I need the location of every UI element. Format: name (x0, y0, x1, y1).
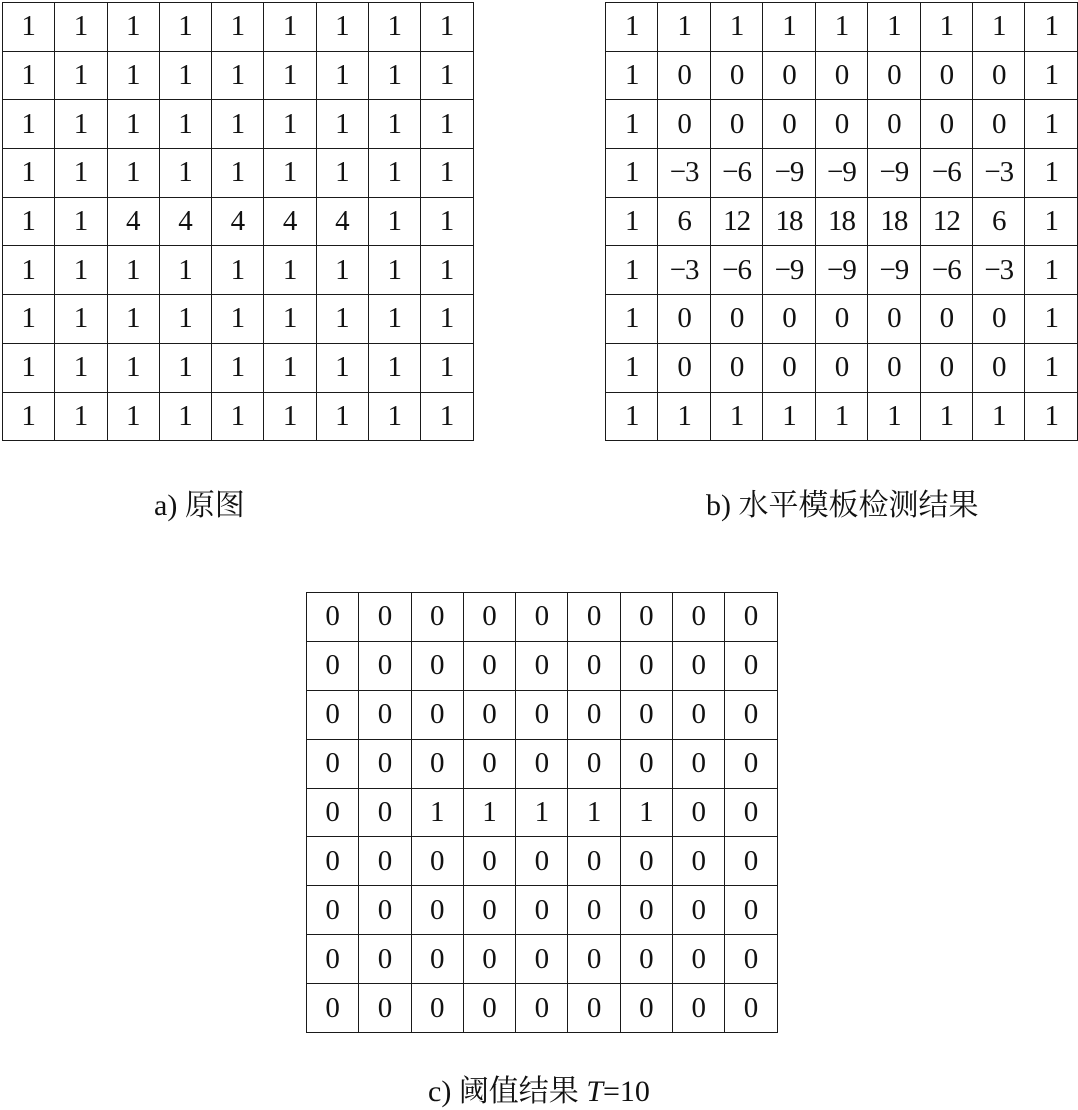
matrix-cell: 1 (212, 149, 264, 198)
matrix-cell: 1 (212, 295, 264, 344)
matrix-cell: 0 (658, 295, 710, 344)
matrix-row (606, 51, 1078, 100)
matrix-row (3, 343, 474, 392)
matrix-cell: 1 (1025, 149, 1078, 198)
matrix-cell: 1 (620, 788, 672, 837)
matrix-cell: 0 (359, 886, 411, 935)
matrix-cell: 0 (568, 641, 620, 690)
matrix-cell: 1 (369, 246, 421, 295)
matrix-row (307, 984, 778, 1033)
caption-equals-value: =10 (603, 1075, 650, 1108)
matrix-cell: 1 (316, 149, 368, 198)
matrix-cell: 1 (606, 149, 658, 198)
caption-prefix: c) (428, 1075, 452, 1108)
matrix-cell: 0 (516, 593, 568, 642)
matrix-cell: 0 (568, 593, 620, 642)
matrix-cell: 0 (620, 641, 672, 690)
matrix-cell: 1 (606, 343, 658, 392)
matrix-cell: 1 (264, 100, 316, 149)
matrix-cell: 0 (307, 886, 359, 935)
matrix-cell: 0 (868, 343, 920, 392)
matrix-cell: 0 (725, 739, 777, 788)
matrix-cell: 0 (411, 593, 463, 642)
matrix-cell: 12 (710, 197, 762, 246)
caption-variable: T (586, 1075, 603, 1108)
matrix-cell: 1 (568, 788, 620, 837)
matrix-cell: 1 (815, 3, 867, 52)
matrix-cell: 0 (815, 295, 867, 344)
matrix-cell: 1 (421, 246, 473, 295)
matrix-cell: 1 (212, 343, 264, 392)
matrix-grid (605, 2, 1078, 441)
matrix-cell: 0 (359, 593, 411, 642)
matrix-cell: 1 (658, 3, 710, 52)
matrix-row (606, 295, 1078, 344)
caption-a (154, 480, 245, 524)
matrix-cell: 0 (307, 935, 359, 984)
matrix-cell: 0 (725, 935, 777, 984)
matrix-cell: 1 (868, 3, 920, 52)
matrix-cell: 1 (606, 3, 658, 52)
matrix-cell: 0 (359, 935, 411, 984)
matrix-cell: 1 (1025, 392, 1078, 441)
matrix-cell: 0 (920, 295, 972, 344)
matrix-cell: 1 (710, 392, 762, 441)
matrix-cell: 0 (763, 100, 815, 149)
matrix-cell: −3 (973, 149, 1025, 198)
matrix-cell: 1 (107, 392, 159, 441)
matrix-cell: 1 (107, 51, 159, 100)
matrix-cell: 0 (710, 295, 762, 344)
matrix-cell: 0 (620, 739, 672, 788)
matrix-cell: 0 (463, 593, 515, 642)
matrix-cell: 0 (620, 690, 672, 739)
matrix-cell: 1 (264, 3, 316, 52)
matrix-cell: 1 (107, 246, 159, 295)
matrix-row (606, 3, 1078, 52)
matrix-cell: 0 (620, 886, 672, 935)
matrix-cell: 1 (606, 51, 658, 100)
matrix-grid (306, 592, 778, 1033)
matrix-row (307, 593, 778, 642)
matrix-row (606, 149, 1078, 198)
matrix-cell: 1 (159, 246, 211, 295)
matrix-cell: −6 (920, 246, 972, 295)
matrix-cell: 1 (421, 3, 473, 52)
matrix-cell: 1 (264, 51, 316, 100)
matrix-cell: −9 (763, 149, 815, 198)
matrix-cell: 0 (725, 837, 777, 886)
matrix-cell: 1 (159, 149, 211, 198)
caption-c (428, 1066, 650, 1110)
matrix-cell: 0 (463, 641, 515, 690)
matrix-cell: 0 (973, 51, 1025, 100)
matrix-cell: 1 (606, 100, 658, 149)
matrix-cell: 0 (673, 837, 725, 886)
matrix-cell: 0 (516, 886, 568, 935)
matrix-cell: 4 (212, 197, 264, 246)
matrix-cell: 0 (725, 788, 777, 837)
matrix-cell: 0 (411, 641, 463, 690)
matrix-cell: 1 (421, 392, 473, 441)
matrix-cell: 0 (673, 935, 725, 984)
matrix-cell: 1 (973, 392, 1025, 441)
matrix-cell: −9 (868, 246, 920, 295)
matrix-cell: 1 (421, 149, 473, 198)
matrix-row (3, 51, 474, 100)
matrix-cell: 1 (1025, 246, 1078, 295)
matrix-cell: 0 (307, 739, 359, 788)
matrix-cell: 1 (369, 392, 421, 441)
matrix-cell: 0 (307, 641, 359, 690)
matrix-cell: 0 (920, 100, 972, 149)
matrix-cell: 1 (369, 343, 421, 392)
matrix-cell: 1 (3, 246, 55, 295)
matrix-cell: 4 (107, 197, 159, 246)
matrix-cell: 0 (725, 593, 777, 642)
matrix-cell: 0 (973, 343, 1025, 392)
matrix-cell: 0 (815, 51, 867, 100)
matrix-row (606, 197, 1078, 246)
matrix-cell: 1 (369, 51, 421, 100)
matrix-row (3, 149, 474, 198)
matrix-cell: 0 (463, 984, 515, 1033)
original-image-matrix (2, 2, 474, 441)
matrix-cell: 0 (658, 51, 710, 100)
matrix-cell: 1 (107, 149, 159, 198)
matrix-cell: 0 (763, 51, 815, 100)
matrix-cell: 0 (673, 984, 725, 1033)
matrix-cell: 0 (920, 343, 972, 392)
matrix-cell: 1 (55, 343, 107, 392)
matrix-cell: 0 (359, 690, 411, 739)
matrix-cell: 1 (264, 392, 316, 441)
matrix-cell: 1 (316, 3, 368, 52)
matrix-cell: 0 (463, 690, 515, 739)
matrix-cell: 0 (673, 641, 725, 690)
matrix-cell: 0 (620, 935, 672, 984)
matrix-cell: 0 (359, 984, 411, 1033)
matrix-row (3, 100, 474, 149)
matrix-cell: 0 (307, 690, 359, 739)
matrix-cell: 1 (159, 3, 211, 52)
matrix-cell: 0 (307, 984, 359, 1033)
matrix-cell: 1 (55, 392, 107, 441)
matrix-row (3, 392, 474, 441)
caption-prefix: a) (154, 489, 178, 522)
matrix-cell: 0 (411, 739, 463, 788)
matrix-row (307, 739, 778, 788)
matrix-cell: 0 (516, 837, 568, 886)
horizontal-template-result-matrix (605, 2, 1078, 441)
matrix-cell: 0 (568, 690, 620, 739)
matrix-cell: 0 (620, 593, 672, 642)
matrix-cell: 1 (212, 392, 264, 441)
matrix-cell: 1 (606, 246, 658, 295)
matrix-cell: 0 (568, 837, 620, 886)
matrix-cell: 1 (1025, 51, 1078, 100)
matrix-cell: −6 (710, 149, 762, 198)
matrix-cell: 1 (920, 3, 972, 52)
matrix-cell: 0 (973, 295, 1025, 344)
matrix-cell: 6 (658, 197, 710, 246)
matrix-cell: 1 (369, 100, 421, 149)
matrix-cell: 1 (3, 3, 55, 52)
matrix-row (307, 690, 778, 739)
matrix-cell: 1 (316, 100, 368, 149)
matrix-cell: 0 (516, 935, 568, 984)
matrix-cell: 1 (3, 295, 55, 344)
matrix-cell: 1 (159, 343, 211, 392)
matrix-cell: −3 (658, 149, 710, 198)
matrix-cell: 0 (568, 984, 620, 1033)
matrix-cell: 1 (107, 3, 159, 52)
matrix-cell: 0 (725, 984, 777, 1033)
matrix-body (307, 593, 778, 1033)
caption-b (706, 480, 979, 524)
matrix-cell: −9 (763, 246, 815, 295)
matrix-cell: 1 (1025, 343, 1078, 392)
matrix-cell: 0 (516, 984, 568, 1033)
matrix-cell: 0 (815, 100, 867, 149)
matrix-cell: 0 (411, 886, 463, 935)
matrix-cell: 0 (568, 886, 620, 935)
matrix-cell: 1 (55, 149, 107, 198)
matrix-row (606, 246, 1078, 295)
matrix-cell: 1 (159, 295, 211, 344)
matrix-cell: 0 (868, 51, 920, 100)
matrix-row (606, 343, 1078, 392)
matrix-cell: 0 (307, 837, 359, 886)
matrix-cell: −3 (658, 246, 710, 295)
matrix-cell: 1 (3, 343, 55, 392)
matrix-cell: 1 (316, 343, 368, 392)
matrix-row (307, 788, 778, 837)
matrix-cell: 1 (55, 51, 107, 100)
matrix-cell: 1 (421, 295, 473, 344)
matrix-cell: 1 (763, 3, 815, 52)
matrix-cell: 0 (359, 641, 411, 690)
matrix-cell: 0 (516, 690, 568, 739)
matrix-body (606, 3, 1078, 441)
matrix-cell: 1 (3, 197, 55, 246)
matrix-cell: 1 (606, 392, 658, 441)
matrix-cell: 1 (369, 149, 421, 198)
matrix-cell: 1 (421, 51, 473, 100)
matrix-row (307, 641, 778, 690)
matrix-cell: 1 (159, 392, 211, 441)
matrix-cell: 1 (710, 3, 762, 52)
matrix-cell: 0 (411, 837, 463, 886)
matrix-cell: −9 (815, 149, 867, 198)
matrix-cell: 1 (421, 197, 473, 246)
caption-prefix: b) (706, 489, 731, 522)
matrix-cell: 6 (973, 197, 1025, 246)
threshold-result-matrix (306, 592, 778, 1033)
matrix-cell: 0 (463, 886, 515, 935)
matrix-row (307, 837, 778, 886)
matrix-cell: 1 (107, 100, 159, 149)
matrix-row (307, 886, 778, 935)
matrix-cell: 0 (463, 837, 515, 886)
matrix-cell: 1 (369, 295, 421, 344)
matrix-cell: 0 (725, 690, 777, 739)
matrix-cell: 0 (307, 788, 359, 837)
matrix-cell: 1 (55, 100, 107, 149)
matrix-cell: 0 (620, 984, 672, 1033)
matrix-cell: 4 (159, 197, 211, 246)
matrix-cell: 1 (1025, 197, 1078, 246)
matrix-cell: 1 (264, 295, 316, 344)
matrix-cell: 0 (673, 690, 725, 739)
matrix-cell: 0 (673, 788, 725, 837)
matrix-cell: 0 (920, 51, 972, 100)
matrix-cell: 0 (725, 886, 777, 935)
matrix-cell: 0 (868, 295, 920, 344)
matrix-cell: 1 (1025, 295, 1078, 344)
matrix-cell: 1 (3, 51, 55, 100)
matrix-row (3, 3, 474, 52)
matrix-cell: 0 (673, 739, 725, 788)
matrix-cell: 18 (815, 197, 867, 246)
matrix-cell: 0 (516, 739, 568, 788)
matrix-cell: 12 (920, 197, 972, 246)
matrix-cell: 1 (1025, 100, 1078, 149)
matrix-row (307, 935, 778, 984)
matrix-cell: 0 (411, 984, 463, 1033)
matrix-cell: 1 (920, 392, 972, 441)
matrix-cell: 0 (673, 593, 725, 642)
matrix-row (3, 246, 474, 295)
matrix-cell: 0 (710, 343, 762, 392)
matrix-row (606, 100, 1078, 149)
caption-text: 水平模板检测结果 (738, 489, 979, 522)
matrix-cell: 1 (212, 100, 264, 149)
matrix-cell: 1 (868, 392, 920, 441)
matrix-cell: 1 (516, 788, 568, 837)
matrix-row (606, 392, 1078, 441)
matrix-body (3, 3, 474, 441)
matrix-cell: 0 (463, 935, 515, 984)
matrix-cell: 0 (359, 837, 411, 886)
matrix-cell: 1 (411, 788, 463, 837)
matrix-cell: 1 (264, 149, 316, 198)
matrix-cell: 1 (606, 295, 658, 344)
matrix-cell: 0 (463, 739, 515, 788)
matrix-cell: 1 (3, 100, 55, 149)
matrix-cell: 1 (55, 3, 107, 52)
matrix-cell: 1 (3, 392, 55, 441)
matrix-cell: −6 (710, 246, 762, 295)
matrix-cell: 1 (369, 197, 421, 246)
matrix-cell: 1 (55, 246, 107, 295)
matrix-cell: 1 (3, 149, 55, 198)
matrix-cell: 0 (568, 739, 620, 788)
caption-text: 阈值结果 (458, 1075, 579, 1108)
matrix-cell: 0 (763, 295, 815, 344)
matrix-cell: 1 (658, 392, 710, 441)
matrix-cell: 0 (516, 641, 568, 690)
matrix-cell: 1 (212, 246, 264, 295)
matrix-cell: 1 (316, 246, 368, 295)
matrix-cell: 0 (973, 100, 1025, 149)
matrix-cell: 1 (316, 392, 368, 441)
matrix-cell: 4 (316, 197, 368, 246)
matrix-cell: −3 (973, 246, 1025, 295)
matrix-row (3, 295, 474, 344)
matrix-cell: 0 (359, 788, 411, 837)
matrix-cell: 1 (107, 343, 159, 392)
caption-text: 原图 (184, 489, 245, 522)
matrix-cell: 0 (710, 100, 762, 149)
matrix-cell: 0 (411, 690, 463, 739)
matrix-cell: 1 (316, 51, 368, 100)
matrix-cell: 1 (606, 197, 658, 246)
matrix-cell: 0 (658, 343, 710, 392)
matrix-cell: 0 (307, 593, 359, 642)
matrix-cell: 0 (725, 641, 777, 690)
matrix-cell: 1 (369, 3, 421, 52)
matrix-cell: 1 (463, 788, 515, 837)
matrix-cell: 1 (212, 51, 264, 100)
matrix-cell: 1 (1025, 3, 1078, 52)
matrix-cell: 1 (55, 295, 107, 344)
matrix-cell: −9 (815, 246, 867, 295)
matrix-cell: 1 (815, 392, 867, 441)
matrix-cell: 0 (710, 51, 762, 100)
matrix-cell: 1 (264, 343, 316, 392)
matrix-cell: 0 (673, 886, 725, 935)
matrix-grid (2, 2, 474, 441)
matrix-cell: 0 (568, 935, 620, 984)
matrix-cell: 1 (421, 100, 473, 149)
matrix-cell: 1 (973, 3, 1025, 52)
matrix-cell: 18 (868, 197, 920, 246)
matrix-cell: 18 (763, 197, 815, 246)
matrix-cell: 1 (264, 246, 316, 295)
matrix-cell: 1 (421, 343, 473, 392)
matrix-cell: 0 (868, 100, 920, 149)
matrix-cell: 1 (107, 295, 159, 344)
matrix-cell: 1 (55, 197, 107, 246)
matrix-cell: 0 (815, 343, 867, 392)
matrix-cell: 1 (763, 392, 815, 441)
matrix-cell: 0 (411, 935, 463, 984)
matrix-cell: −6 (920, 149, 972, 198)
matrix-cell: 1 (316, 295, 368, 344)
matrix-cell: 1 (159, 51, 211, 100)
matrix-cell: −9 (868, 149, 920, 198)
matrix-cell: 0 (658, 100, 710, 149)
matrix-cell: 1 (212, 3, 264, 52)
matrix-cell: 0 (763, 343, 815, 392)
matrix-cell: 1 (159, 100, 211, 149)
matrix-cell: 0 (620, 837, 672, 886)
matrix-row (3, 197, 474, 246)
matrix-cell: 4 (264, 197, 316, 246)
matrix-cell: 0 (359, 739, 411, 788)
